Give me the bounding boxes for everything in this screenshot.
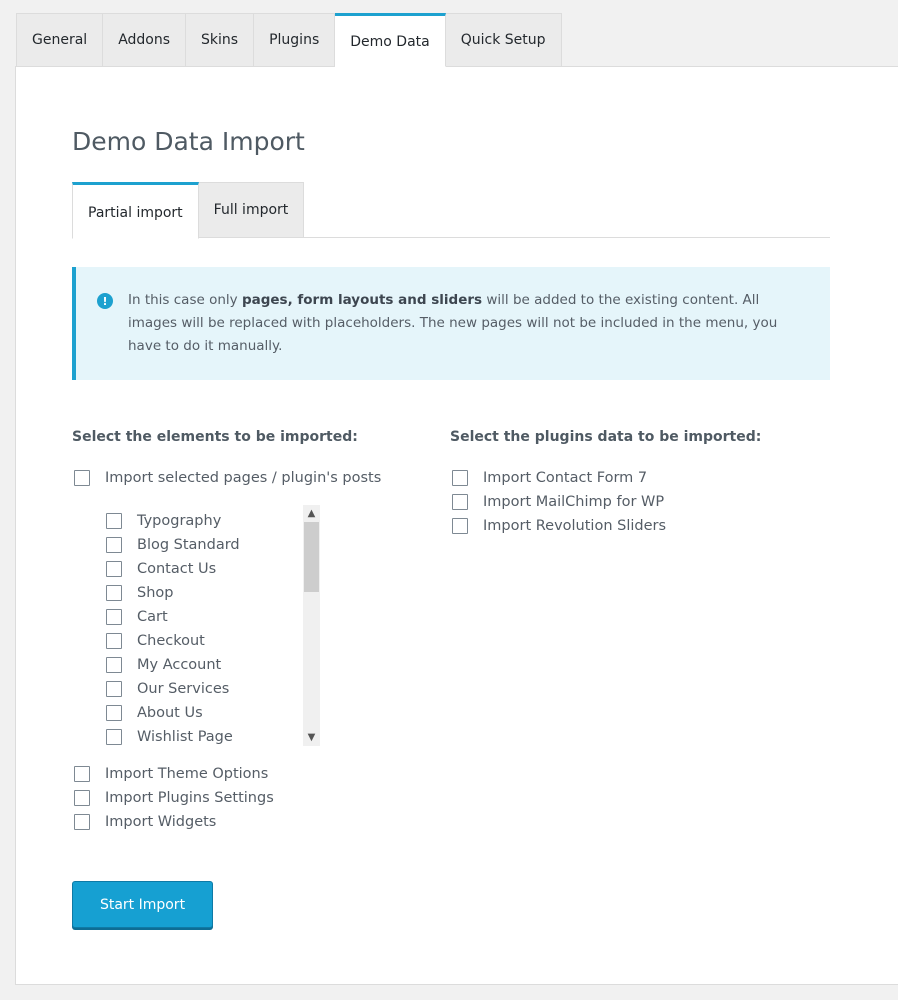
checkbox[interactable]	[74, 790, 90, 806]
page-item-my-account[interactable]	[106, 653, 240, 677]
checkbox[interactable]	[106, 609, 122, 625]
top-tabs	[16, 13, 562, 67]
import-tabs	[72, 182, 830, 238]
checkbox[interactable]	[106, 585, 122, 601]
checkbox[interactable]	[106, 657, 122, 673]
tab-demo-data[interactable]: Demo Data	[335, 13, 445, 67]
checkbox[interactable]	[74, 470, 90, 486]
page-item-cart[interactable]	[106, 605, 240, 629]
page-label: Checkout	[137, 633, 205, 649]
plugin-label: Import Revolution Sliders	[483, 518, 667, 534]
import-revolution-sliders-checkbox[interactable]	[452, 516, 666, 536]
page-label: Wishlist Page	[137, 729, 233, 745]
checkbox[interactable]	[106, 633, 122, 649]
checkbox[interactable]	[106, 561, 122, 577]
import-plugins-settings-checkbox[interactable]	[74, 788, 274, 808]
info-icon: !	[97, 293, 113, 309]
tab-general[interactable]: General	[16, 13, 103, 67]
option-label: Import Theme Options	[105, 766, 269, 782]
plugins-heading: Select the plugins data to be imported:	[450, 429, 762, 445]
checkbox[interactable]	[106, 681, 122, 697]
notice-text-before: In this case only	[128, 292, 242, 308]
checkbox[interactable]	[452, 518, 468, 534]
plugin-label: Import MailChimp for WP	[483, 494, 665, 510]
checkbox[interactable]	[106, 729, 122, 745]
import-widgets-checkbox[interactable]	[74, 812, 216, 832]
checkbox[interactable]	[106, 513, 122, 529]
page-item-wishlist-page[interactable]	[106, 725, 240, 746]
checkbox[interactable]	[452, 470, 468, 486]
page-item-blog-standard[interactable]	[106, 533, 240, 557]
import-contact-form-7-checkbox[interactable]	[452, 468, 647, 488]
import-pages-label: Import selected pages / plugin's posts	[105, 470, 382, 486]
page-title: Demo Data Import	[72, 127, 305, 156]
scrollbar-thumb[interactable]	[304, 522, 319, 592]
import-pages-checkbox[interactable]	[74, 468, 381, 488]
tab-plugins[interactable]: Plugins	[254, 13, 335, 67]
import-theme-options-checkbox[interactable]	[74, 764, 268, 784]
checkbox[interactable]	[74, 766, 90, 782]
info-notice	[72, 267, 830, 380]
page-label: My Account	[137, 657, 222, 673]
tab-quick-setup[interactable]: Quick Setup	[446, 13, 562, 67]
page-label: Typography	[137, 513, 222, 529]
pages-list[interactable]	[106, 505, 321, 746]
page-item-our-services[interactable]	[106, 677, 240, 701]
checkbox[interactable]	[106, 537, 122, 553]
page-label: Contact Us	[137, 561, 217, 577]
notice-text-after: will be added to the existing content. All images will be replaced with placeholders. The new pages will not be included in the menu, you have to do it manually.	[128, 292, 778, 354]
plugin-label: Import Contact Form 7	[483, 470, 648, 486]
page-item-typography[interactable]	[106, 509, 240, 533]
tab-full-import[interactable]: Full import	[199, 182, 305, 238]
notice-text-bold: pages, form layouts and sliders	[241, 292, 483, 308]
chevron-down-icon[interactable]: ▼	[307, 732, 316, 743]
start-import-button[interactable]: Start Import	[72, 881, 213, 928]
page-item-shop[interactable]	[106, 581, 240, 605]
option-label: Import Plugins Settings	[105, 790, 274, 806]
checkbox[interactable]	[74, 814, 90, 830]
page-label: Shop	[137, 585, 174, 601]
page-label: About Us	[137, 705, 203, 721]
chevron-up-icon[interactable]: ▲	[307, 508, 316, 519]
demo-data-panel	[15, 66, 898, 985]
option-label: Import Widgets	[105, 814, 217, 830]
page-label: Our Services	[137, 681, 230, 697]
tab-skins[interactable]: Skins	[186, 13, 254, 67]
tab-partial-import[interactable]: Partial import	[72, 182, 199, 239]
page-item-contact-us[interactable]	[106, 557, 240, 581]
page-item-about-us[interactable]	[106, 701, 240, 725]
pages-scrollbar[interactable]	[303, 505, 320, 746]
page-item-checkout[interactable]	[106, 629, 240, 653]
page-label: Blog Standard	[137, 537, 240, 553]
checkbox[interactable]	[452, 494, 468, 510]
tab-addons[interactable]: Addons	[103, 13, 186, 67]
import-mailchimp-checkbox[interactable]	[452, 492, 664, 512]
elements-heading: Select the elements to be imported:	[72, 429, 358, 445]
page-label: Cart	[137, 609, 168, 625]
checkbox[interactable]	[106, 705, 122, 721]
